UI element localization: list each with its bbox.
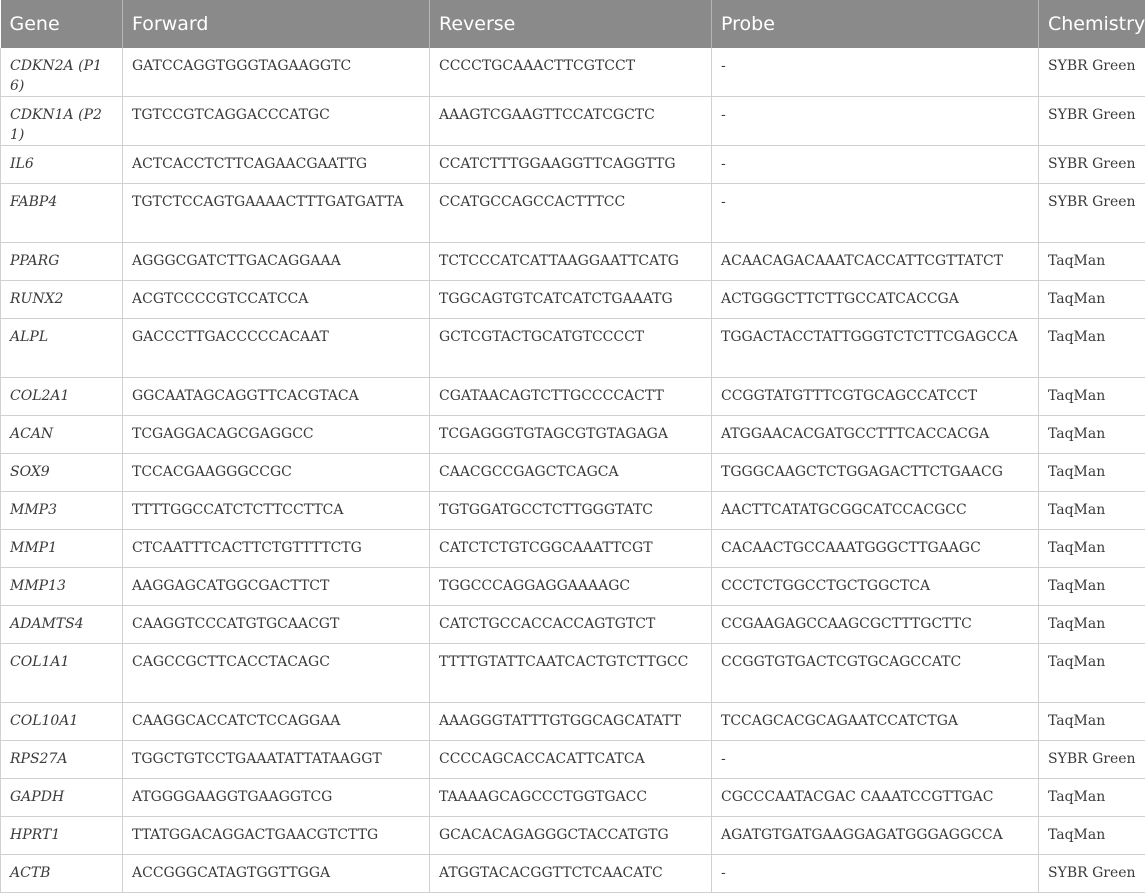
cell-gene: ACAN	[1, 416, 123, 454]
cell-forward: CAAGGCACCATCTCCAGGAA	[123, 703, 430, 741]
cell-reverse: TCGAGGGTGTAGCGTGTAGAGA	[430, 416, 712, 454]
cell-forward: TCGAGGACAGCGAGGCC	[123, 416, 430, 454]
table-row	[1, 568, 1145, 606]
cell-forward: ACTCACCTCTTCAGAACGAATTG	[123, 146, 430, 184]
cell-chemistry: TaqMan	[1039, 606, 1145, 644]
cell-forward: ACGTCCCCGTCCATCCA	[123, 281, 430, 319]
cell-chemistry: TaqMan	[1039, 568, 1145, 606]
cell-probe: CCGAAGAGCCAAGCGCTTTGCTTC	[712, 606, 1039, 644]
cell-gene: COL1A1	[1, 644, 123, 703]
cell-forward: GGCAATAGCAGGTTCACGTACA	[123, 378, 430, 416]
cell-gene: ACTB	[1, 855, 123, 893]
cell-probe: CCGGTGTGACTCGTGCAGCCATC	[712, 644, 1039, 703]
cell-forward: TTTTGGCCATCTCTTCCTTCA	[123, 492, 430, 530]
cell-gene: SOX9	[1, 454, 123, 492]
cell-reverse: AAAGTCGAAGTTCCATCGCTC	[430, 97, 712, 146]
cell-forward: CAAGGTCCCATGTGCAACGT	[123, 606, 430, 644]
table-row	[1, 378, 1145, 416]
cell-chemistry: TaqMan	[1039, 416, 1145, 454]
cell-reverse: TTTTGTATTCAATCACTGTCTTGCC	[430, 644, 712, 703]
cell-probe: ATGGAACACGATGCCTTTCACCACGA	[712, 416, 1039, 454]
cell-gene: ADAMTS4	[1, 606, 123, 644]
cell-reverse: CCATGCCAGCCACTTTCC	[430, 184, 712, 243]
table-row	[1, 243, 1145, 281]
header-probe: Probe	[712, 0, 1039, 48]
cell-forward: GACCCTTGACCCCCACAAT	[123, 319, 430, 378]
cell-forward: TCCACGAAGGGCCGC	[123, 454, 430, 492]
cell-chemistry: TaqMan	[1039, 817, 1145, 855]
cell-probe: AGATGTGATGAAGGAGATGGGAGGCCA	[712, 817, 1039, 855]
cell-chemistry: TaqMan	[1039, 281, 1145, 319]
cell-probe: -	[712, 184, 1039, 243]
cell-reverse: ATGGTACACGGTTCTCAACATC	[430, 855, 712, 893]
cell-probe: -	[712, 855, 1039, 893]
cell-reverse: AAAGGGTATTTGTGGCAGCATATT	[430, 703, 712, 741]
cell-gene: IL6	[1, 146, 123, 184]
cell-gene: RUNX2	[1, 281, 123, 319]
cell-gene: MMP13	[1, 568, 123, 606]
cell-gene: ALPL	[1, 319, 123, 378]
cell-probe: CCGGTATGTTTCGTGCAGCCATCCT	[712, 378, 1039, 416]
table-row	[1, 644, 1145, 703]
table-row	[1, 48, 1145, 97]
header-gene: Gene	[1, 0, 123, 48]
cell-chemistry: SYBR Green	[1039, 855, 1145, 893]
cell-reverse: CAACGCCGAGCTCAGCA	[430, 454, 712, 492]
cell-reverse: GCTCGTACTGCATGTCCCCT	[430, 319, 712, 378]
cell-chemistry: TaqMan	[1039, 243, 1145, 281]
cell-chemistry: SYBR Green	[1039, 184, 1145, 243]
cell-chemistry: TaqMan	[1039, 454, 1145, 492]
cell-reverse: CCCCTGCAAACTTCGTCCT	[430, 48, 712, 97]
cell-reverse: TGGCAGTGTCATCATCTGAAATG	[430, 281, 712, 319]
cell-gene: MMP3	[1, 492, 123, 530]
header-row	[1, 0, 1145, 48]
cell-forward: TTATGGACAGGACTGAACGTCTTG	[123, 817, 430, 855]
cell-chemistry: SYBR Green	[1039, 97, 1145, 146]
table-row	[1, 492, 1145, 530]
cell-reverse: GCACACAGAGGGCTACCATGTG	[430, 817, 712, 855]
cell-forward: TGTCCGTCAGGACCCATGC	[123, 97, 430, 146]
cell-probe: -	[712, 97, 1039, 146]
cell-forward: TGTCTCCAGTGAAAACTTTGATGATTA	[123, 184, 430, 243]
cell-gene: FABP4	[1, 184, 123, 243]
table-row	[1, 416, 1145, 454]
cell-gene: CDKN2A (P16)	[1, 48, 123, 97]
cell-chemistry: TaqMan	[1039, 492, 1145, 530]
cell-forward: CAGCCGCTTCACCTACAGC	[123, 644, 430, 703]
table-row	[1, 454, 1145, 492]
cell-gene: HPRT1	[1, 817, 123, 855]
cell-gene: CDKN1A (P21)	[1, 97, 123, 146]
table-row	[1, 184, 1145, 243]
cell-reverse: TGTGGATGCCTCTTGGGTATC	[430, 492, 712, 530]
table-row	[1, 319, 1145, 378]
cell-gene: COL2A1	[1, 378, 123, 416]
cell-probe: -	[712, 48, 1039, 97]
cell-forward: CTCAATTTCACTTCTGTTTTCTG	[123, 530, 430, 568]
cell-chemistry: TaqMan	[1039, 319, 1145, 378]
table-row	[1, 741, 1145, 779]
table-row	[1, 530, 1145, 568]
cell-forward: ATGGGGAAGGTGAAGGTCG	[123, 779, 430, 817]
cell-gene: RPS27A	[1, 741, 123, 779]
cell-forward: TGGCTGTCCTGAAATATTATAAGGT	[123, 741, 430, 779]
table-row	[1, 146, 1145, 184]
cell-forward: AGGGCGATCTTGACAGGAAA	[123, 243, 430, 281]
table-row	[1, 703, 1145, 741]
cell-reverse: CGATAACAGTCTTGCCCCACTT	[430, 378, 712, 416]
cell-probe: TGGACTACCTATTGGGTCTCTTCGAGCCA	[712, 319, 1039, 378]
cell-forward: GATCCAGGTGGGTAGAAGGTC	[123, 48, 430, 97]
table-row	[1, 779, 1145, 817]
cell-gene: MMP1	[1, 530, 123, 568]
table-body	[1, 48, 1145, 893]
cell-chemistry: SYBR Green	[1039, 741, 1145, 779]
cell-probe: CCCTCTGGCCTGCTGGCTCA	[712, 568, 1039, 606]
cell-chemistry: TaqMan	[1039, 530, 1145, 568]
header-forward: Forward	[123, 0, 430, 48]
table-row	[1, 817, 1145, 855]
cell-chemistry: SYBR Green	[1039, 146, 1145, 184]
cell-reverse: CCATCTTTGGAAGGTTCAGGTTG	[430, 146, 712, 184]
cell-probe: TCCAGCACGCAGAATCCATCTGA	[712, 703, 1039, 741]
cell-gene: GAPDH	[1, 779, 123, 817]
cell-reverse: TGGCCCAGGAGGAAAAGC	[430, 568, 712, 606]
cell-reverse: TCTCCCATCATTAAGGAATTCATG	[430, 243, 712, 281]
cell-chemistry: TaqMan	[1039, 644, 1145, 703]
cell-probe: CGCCCAATACGAC CAAATCCGTTGAC	[712, 779, 1039, 817]
cell-probe: ACTGGGCTTCTTGCCATCACCGA	[712, 281, 1039, 319]
cell-chemistry: TaqMan	[1039, 703, 1145, 741]
cell-probe: -	[712, 741, 1039, 779]
cell-reverse: CATCTGCCACCACCAGTGTCT	[430, 606, 712, 644]
cell-reverse: TAAAAGCAGCCCTGGTGACC	[430, 779, 712, 817]
cell-chemistry: SYBR Green	[1039, 48, 1145, 97]
cell-probe: TGGGCAAGCTCTGGAGACTTCTGAACG	[712, 454, 1039, 492]
table-row	[1, 606, 1145, 644]
table-row	[1, 281, 1145, 319]
cell-gene: PPARG	[1, 243, 123, 281]
cell-probe: AACTTCATATGCGGCATCCACGCC	[712, 492, 1039, 530]
table-row	[1, 855, 1145, 893]
header-chemistry: Chemistry	[1039, 0, 1145, 48]
cell-reverse: CCCCAGCACCACATTCATCA	[430, 741, 712, 779]
cell-chemistry: TaqMan	[1039, 779, 1145, 817]
header-reverse: Reverse	[430, 0, 712, 48]
cell-forward: ACCGGGCATAGTGGTTGGA	[123, 855, 430, 893]
cell-chemistry: TaqMan	[1039, 378, 1145, 416]
cell-gene: COL10A1	[1, 703, 123, 741]
table-row	[1, 97, 1145, 146]
cell-probe: CACAACTGCCAAATGGGCTTGAAGC	[712, 530, 1039, 568]
cell-probe: -	[712, 146, 1039, 184]
cell-reverse: CATCTCTGTCGGCAAATTCGT	[430, 530, 712, 568]
table-header	[1, 0, 1145, 48]
cell-forward: AAGGAGCATGGCGACTTCT	[123, 568, 430, 606]
cell-probe: ACAACAGACAAATCACCATTCGTTATCT	[712, 243, 1039, 281]
